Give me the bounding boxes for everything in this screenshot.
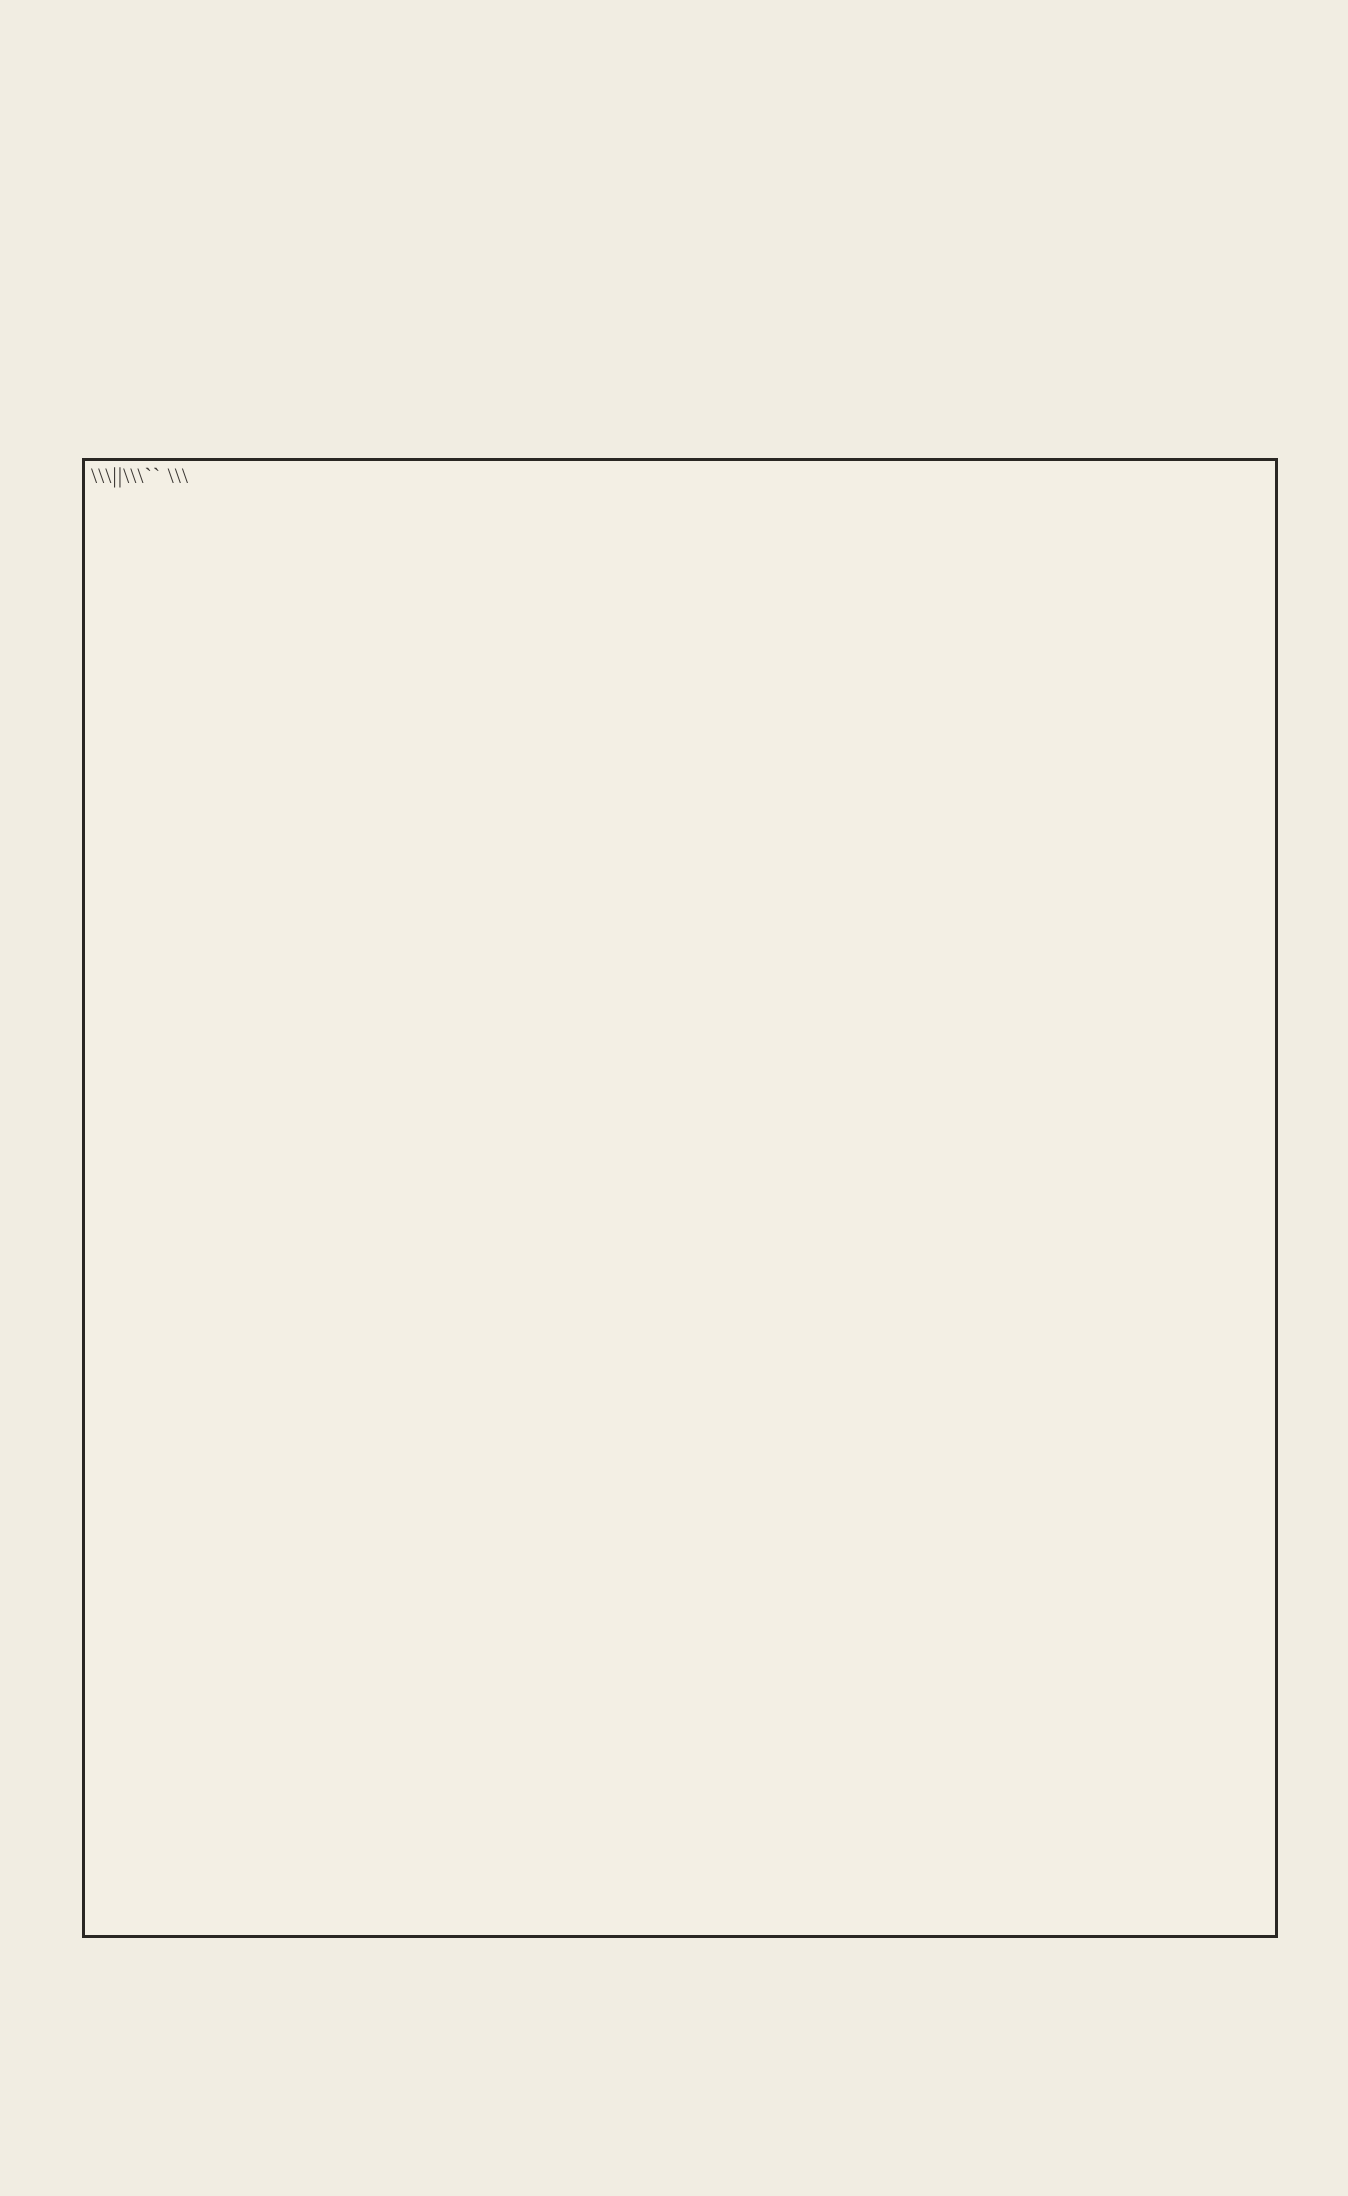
story-box [82,458,1278,1938]
border-decoration: \\\||\\\`` \\\ [91,463,189,488]
